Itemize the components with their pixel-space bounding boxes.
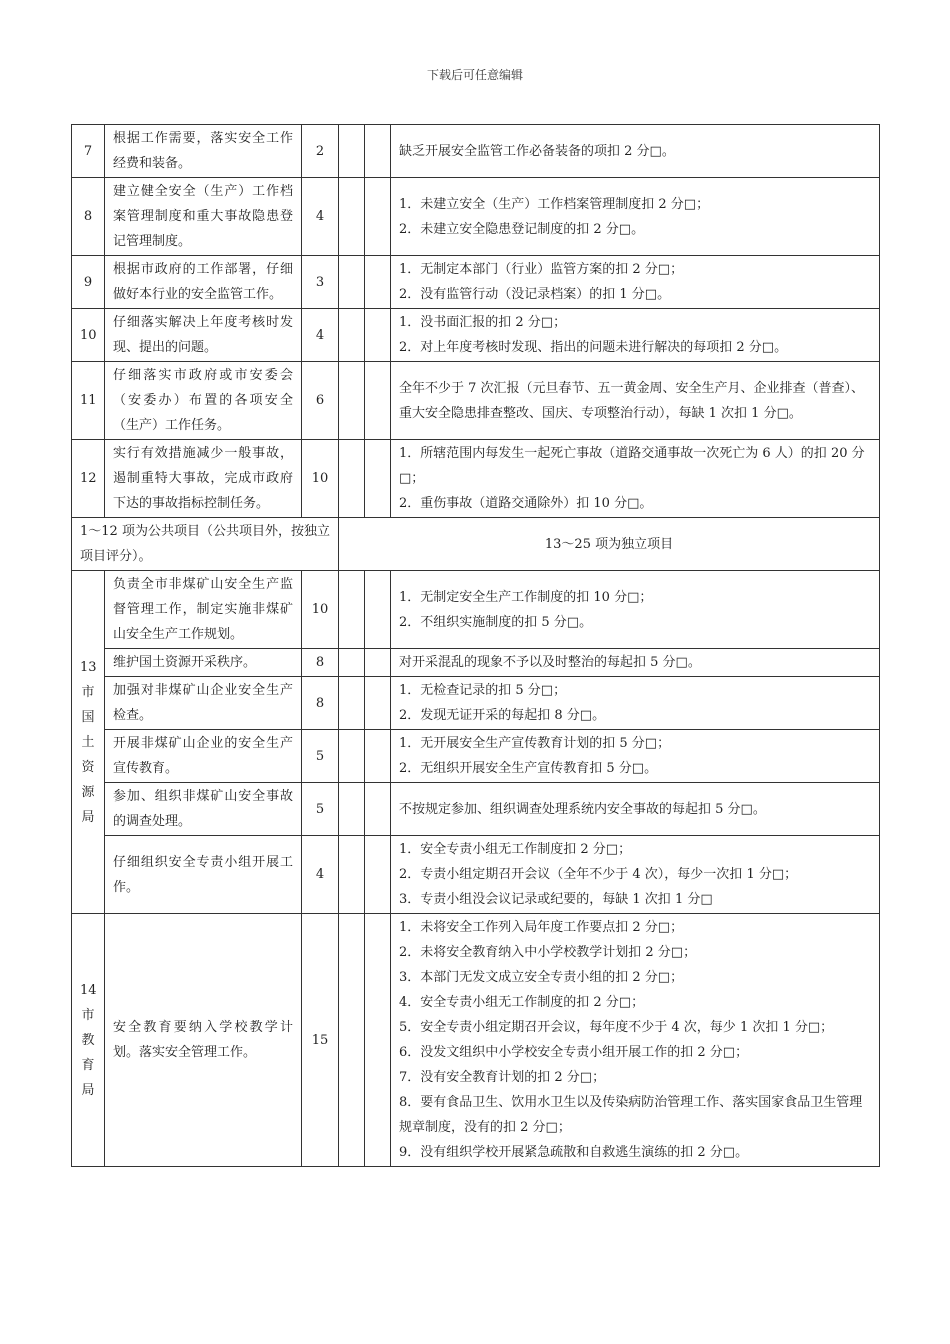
department-char: 资 xyxy=(81,759,95,775)
score-blank-cell xyxy=(365,649,391,677)
score-blank-cell xyxy=(365,914,391,1167)
deduction-rule-line: 7．没有安全教育计划的扣 2 分□； xyxy=(399,1070,606,1085)
table-row xyxy=(72,783,880,836)
deduction-rule-line: 对开采混乱的现象不予以及时整治的每起扣 5 分□。 xyxy=(399,655,701,670)
deduction-rule-line: 2．专责小组定期召开会议（全年不少于 4 次），每少一次扣 1 分□； xyxy=(399,867,798,882)
item-requirement: 负责全市非煤矿山安全生产监督管理工作，制定实施非煤矿山安全生产工作规划。 xyxy=(105,571,302,649)
deduction-rule-line: 1．无制定安全生产工作制度的扣 10 分□； xyxy=(399,589,653,605)
deduction-rule-line: 1．无制定本部门（行业）监管方案的扣 2 分□； xyxy=(399,262,684,277)
score-blank-cell xyxy=(365,178,391,256)
score-blank-cell xyxy=(365,783,391,836)
deduction-rules xyxy=(391,677,880,730)
score-blank-cell xyxy=(365,256,391,309)
deduction-rule-line: 2．没有监管行动（没记录档案）的扣 1 分□。 xyxy=(399,287,671,302)
score-blank-cell xyxy=(339,440,365,518)
deduction-rule-line: 2．重伤事故（道路交通除外）扣 10 分□。 xyxy=(399,496,653,511)
deduction-rules xyxy=(391,730,880,783)
deduction-rule-line: 4．安全专责小组无工作制度的扣 2 分□； xyxy=(399,995,645,1010)
department-char: 教 xyxy=(81,1032,95,1048)
deduction-rule-line: 1．无检查记录的扣 5 分□； xyxy=(399,683,567,698)
item-requirement: 实行有效措施减少一般事故，遏制重特大事故，完成市政府下达的事故指标控制任务。 xyxy=(105,440,302,518)
assessment-table xyxy=(71,124,880,1167)
item-requirement: 加强对非煤矿山企业安全生产检查。 xyxy=(105,677,302,730)
deduction-rules xyxy=(391,440,880,518)
item-number: 10 xyxy=(72,309,105,362)
item-number: 12 xyxy=(72,440,105,518)
deduction-rule-line: 1．未将安全工作列入局年度工作要点扣 2 分□； xyxy=(399,920,684,935)
divider-right-text: 13～25 项为独立项目 xyxy=(339,518,880,571)
deduction-rule-line: 2．未建立安全隐患登记制度的扣 2 分□。 xyxy=(399,221,645,237)
item-score: 4 xyxy=(302,836,339,914)
table-row xyxy=(72,256,880,309)
item-number: 9 xyxy=(72,256,105,309)
score-blank-cell xyxy=(365,730,391,783)
deduction-rule-line: 9．没有组织学校开展紧急疏散和自救逃生演练的扣 2 分□。 xyxy=(399,1145,749,1160)
item-score: 8 xyxy=(302,677,339,730)
deduction-rules xyxy=(391,178,880,256)
score-blank-cell xyxy=(339,914,365,1167)
section-divider-row xyxy=(72,518,880,571)
table-row xyxy=(72,125,880,178)
department-char: 13 xyxy=(80,659,97,675)
deduction-rules xyxy=(391,309,880,362)
item-requirement: 维护国土资源开采秩序。 xyxy=(105,649,302,677)
score-blank-cell xyxy=(365,440,391,518)
department-char: 市 xyxy=(81,684,95,700)
deduction-rules xyxy=(391,836,880,914)
table-row xyxy=(72,309,880,362)
score-blank-cell xyxy=(339,836,365,914)
department-char: 14 xyxy=(80,982,97,998)
item-number: 8 xyxy=(72,178,105,256)
deduction-rule-line: 缺乏开展安全监管工作必备装备的项扣 2 分□。 xyxy=(399,143,675,159)
score-blank-cell xyxy=(339,178,365,256)
table-row xyxy=(72,362,880,440)
deduction-rule-line: 1．未建立安全（生产）工作档案管理制度扣 2 分□； xyxy=(399,196,710,212)
deduction-rule-line: 1．无开展安全生产宣传教育计划的扣 5 分□； xyxy=(399,736,671,751)
table-row xyxy=(72,730,880,783)
item-number: 7 xyxy=(72,125,105,178)
table-row xyxy=(72,677,880,730)
score-blank-cell xyxy=(365,309,391,362)
deduction-rule-line: 2．发现无证开采的每起扣 8 分□。 xyxy=(399,708,606,723)
score-blank-cell xyxy=(365,677,391,730)
department-cell xyxy=(72,914,105,1167)
deduction-rules xyxy=(391,256,880,309)
deduction-rule-line: 不按规定参加、组织调查处理系统内安全事故的每起扣 5 分□。 xyxy=(399,801,766,817)
item-score: 10 xyxy=(302,440,339,518)
item-requirement: 仔细组织安全专责小组开展工作。 xyxy=(105,836,302,914)
page-header: 下载后可任意编辑 xyxy=(426,68,523,82)
deduction-rule-line: 2．无组织开展安全生产宣传教育扣 5 分□。 xyxy=(399,761,658,776)
deduction-rule-line: 全年不少于 7 次汇报（元旦春节、五一黄金周、安全生产月、企业排查（普查）、重大安全隐患排查整改、国庆、专项整治行动），每缺 1 次扣 1 分□。 xyxy=(399,380,865,421)
table-row xyxy=(72,178,880,256)
divider-left-text: 1～12 项为公共项目（公共项目外，按独立项目评分）。 xyxy=(72,518,339,571)
score-blank-cell xyxy=(339,677,365,730)
deduction-rule-line: 3．本部门无发文成立安全专责小组的扣 2 分□； xyxy=(399,970,684,985)
item-requirement: 参加、组织非煤矿山安全事故的调查处理。 xyxy=(105,783,302,836)
department-char: 源 xyxy=(81,784,95,800)
score-blank-cell xyxy=(339,649,365,677)
item-requirement: 仔细落实解决上年度考核时发现、提出的问题。 xyxy=(105,309,302,362)
deduction-rules xyxy=(391,914,880,1167)
deduction-rule-line: 1．安全专责小组无工作制度扣 2 分□； xyxy=(399,842,632,857)
deduction-rule-line: 3．专责小组没会议记录或纪要的，每缺 1 次扣 1 分□ xyxy=(399,892,713,907)
item-score: 3 xyxy=(302,256,339,309)
score-blank-cell xyxy=(339,125,365,178)
item-score: 2 xyxy=(302,125,339,178)
item-score: 8 xyxy=(302,649,339,677)
deduction-rules xyxy=(391,649,880,677)
item-requirement: 根据市政府的工作部署，仔细做好本行业的安全监管工作。 xyxy=(105,256,302,309)
deduction-rule-line: 2．对上年度考核时发现、指出的问题未进行解决的每项扣 2 分□。 xyxy=(399,340,788,355)
item-requirement: 开展非煤矿山企业的安全生产宣传教育。 xyxy=(105,730,302,783)
department-cell xyxy=(72,571,105,914)
deduction-rules xyxy=(391,571,880,649)
score-blank-cell xyxy=(365,836,391,914)
deduction-rule-line: 8．要有食品卫生、饮用水卫生以及传染病防治管理工作、落实国家食品卫生管理规章制度，没有的扣 2 分□； xyxy=(399,1095,863,1135)
item-requirement: 安全教育要纳入学校教学计划。落实安全管理工作。 xyxy=(105,914,302,1167)
item-score: 4 xyxy=(302,309,339,362)
deduction-rule-line: 2．不组织实施制度的扣 5 分□。 xyxy=(399,614,593,630)
item-score: 4 xyxy=(302,178,339,256)
item-requirement: 建立健全安全（生产）工作档案管理制度和重大事故隐患登记管理制度。 xyxy=(105,178,302,256)
deduction-rule-line: 1．所辖范围内每发生一起死亡事故（道路交通事故一次死亡为 6 人）的扣 20 分□； xyxy=(399,446,865,486)
department-char: 局 xyxy=(81,809,95,825)
score-blank-cell xyxy=(339,783,365,836)
deduction-rule-line: 6．没发文组织中小学校安全专责小组开展工作的扣 2 分□； xyxy=(399,1045,749,1060)
deduction-rule-line: 2．未将安全教育纳入中小学校教学计划扣 2 分□； xyxy=(399,945,697,960)
deduction-rule-line: 5．安全专责小组定期召开会议，每年度不少于 4 次，每少 1 次扣 1 分□； xyxy=(399,1020,834,1035)
department-char: 育 xyxy=(81,1057,95,1073)
department-char: 土 xyxy=(81,734,95,750)
score-blank-cell xyxy=(339,256,365,309)
department-char: 市 xyxy=(81,1007,95,1023)
item-score: 15 xyxy=(302,914,339,1167)
item-number: 11 xyxy=(72,362,105,440)
item-score: 5 xyxy=(302,783,339,836)
table-row xyxy=(72,571,880,649)
deduction-rules xyxy=(391,362,880,440)
score-blank-cell xyxy=(365,571,391,649)
table-row xyxy=(72,836,880,914)
table-row xyxy=(72,649,880,677)
score-blank-cell xyxy=(339,309,365,362)
deduction-rules xyxy=(391,125,880,178)
department-char: 国 xyxy=(81,709,95,725)
item-score: 5 xyxy=(302,730,339,783)
score-blank-cell xyxy=(365,125,391,178)
table-row xyxy=(72,914,880,1167)
deduction-rule-line: 1．没书面汇报的扣 2 分□； xyxy=(399,315,567,330)
department-char: 局 xyxy=(81,1082,95,1098)
score-blank-cell xyxy=(339,362,365,440)
score-blank-cell xyxy=(365,362,391,440)
item-score: 10 xyxy=(302,571,339,649)
deduction-rules xyxy=(391,783,880,836)
item-requirement: 仔细落实市政府或市安委会（安委办）布置的各项安全（生产）工作任务。 xyxy=(105,362,302,440)
item-score: 6 xyxy=(302,362,339,440)
item-requirement: 根据工作需要，落实安全工作经费和装备。 xyxy=(105,125,302,178)
score-blank-cell xyxy=(339,571,365,649)
table-row xyxy=(72,440,880,518)
score-blank-cell xyxy=(339,730,365,783)
